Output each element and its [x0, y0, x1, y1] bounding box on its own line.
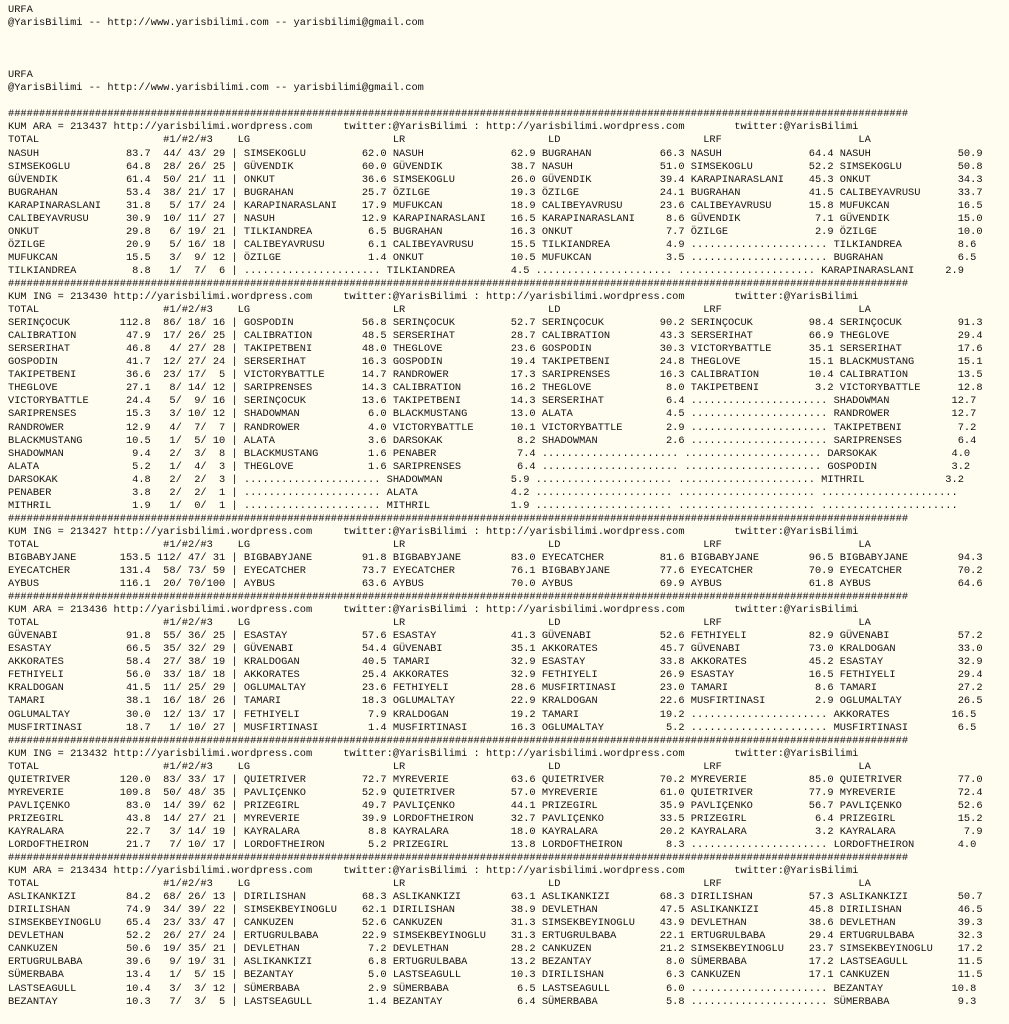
table-row: ALATA 5.2 1/ 4/ 3 | THEGLOVE 1.6 SARIPRENSES 6.4 ...................... ...................... GOSPODIN 3.2	[8, 460, 971, 473]
table-row: KAYRALARA 22.7 3/ 14/ 19 | KAYRALARA 8.8 KAYRALARA 18.0 KAYRALARA 20.2 KAYRALARA 3.2 KAYRALARA 7.9	[8, 825, 983, 838]
table-row: SARIPRENSES 15.3 3/ 10/ 12 | SHADOWMAN 6.0 BLACKMUSTANG 13.0 ALATA 4.5 ...................... RANDROWER 12.7	[8, 408, 977, 421]
table-row: CALIBRATION 47.9 17/ 26/ 25 | CALIBRATION 48.5 SERSERIHAT 28.7 CALIBRATION 43.3 SERSERIHAT 66.9 THEGLOVE 29.4	[8, 330, 983, 343]
table-row: GOSPODIN 41.7 12/ 27/ 24 | SERSERIHAT 16.3 GOSPODIN 19.4 TAKIPETBENI 24.8 THEGLOVE 15.1 BLACKMUSTANG 15.1	[8, 356, 983, 369]
table-header-row: TOTAL #1/#2/#3 LG LR LD LRF LA	[8, 134, 871, 147]
table-row: MITHRIL 1.9 1/ 0/ 1 | ...................... MITHRIL 1.9 ...................... ...................... ......................	[8, 499, 958, 512]
race-title: KUM ARA = 213436 http://yarisbilimi.wordpress.com twitter:@YarisBilimi : http://yarisbilimi.wordpress.com twitter:@YarisBilimi	[8, 604, 859, 617]
race-tables	[8, 108, 983, 1007]
table-row: GÜVENDIK 61.4 50/ 21/ 11 | ONKUT 36.6 SIMSEKOGLU 26.0 GÜVENDIK 39.4 KARAPINARASLANI 45.3 ONKUT 34.3	[8, 173, 983, 186]
table-row: TILKIANDREA 8.8 1/ 7/ 6 | ...................... TILKIANDREA 4.5 ...................... ...................... KARAPINARASLANI 2.9	[8, 264, 964, 277]
header-title-repeat: URFA	[8, 69, 33, 82]
table-row: TAMARI 38.1 16/ 18/ 26 | TAMARI 18.3 OGLUMALTAY 22.9 KRALDOGAN 22.6 MUSFIRTINASI 2.9 OGLUMALTAY 26.5	[8, 695, 983, 708]
table-row: VICTORYBATTLE 24.4 5/ 9/ 16 | SERINÇOCUK 13.6 TAKIPETBENI 14.3 SERSERIHAT 6.4 ...................... SHADOWMAN 12.7	[8, 395, 977, 408]
race-title: KUM ING = 213430 http://yarisbilimi.wordpress.com twitter:@YarisBilimi : http://yarisbilimi.wordpress.com twitter:@YarisBilimi	[8, 291, 859, 304]
table-row: FETHIYELI 56.0 33/ 18/ 18 | AKKORATES 25.4 AKKORATES 32.9 FETHIYELI 26.9 ESASTAY 16.5 FETHIYELI 29.4	[8, 669, 983, 682]
table-row: SÜMERBABA 13.4 1/ 5/ 15 | BEZANTAY 5.0 LASTSEAGULL 10.3 DIRILISHAN 6.3 CANKUZEN 17.1 CANKUZEN 11.5	[8, 969, 983, 982]
race-title: KUM ING = 213432 http://yarisbilimi.wordpress.com twitter:@YarisBilimi : http://yarisbilimi.wordpress.com twitter:@YarisBilimi	[8, 747, 859, 760]
table-row: PAVLIÇENKO 83.0 14/ 39/ 62 | PRIZEGIRL 49.7 PAVLIÇENKO 44.1 PRIZEGIRL 35.9 PAVLIÇENKO 56.7 PAVLIÇENKO 52.6	[8, 799, 983, 812]
table-row: MUFUKCAN 15.5 3/ 9/ 12 | ÖZILGE 1.4 ONKUT 10.5 MUFUKCAN 3.5 ...................... BUGRAHAN 6.5	[8, 251, 977, 264]
race-title: KUM ARA = 213437 http://yarisbilimi.wordpress.com twitter:@YarisBilimi : http://yarisbilimi.wordpress.com twitter:@YarisBilimi	[8, 121, 859, 134]
table-row: TAKIPETBENI 36.6 23/ 17/ 5 | VICTORYBATTLE 14.7 RANDROWER 17.3 SARIPRENSES 16.3 CALIBRATION 10.4 CALIBRATION 13.5	[8, 369, 983, 382]
header-contact: @YarisBilimi -- http://www.yarisbilimi.com -- yarisbilimi@gmail.com	[8, 17, 424, 30]
table-header-row: TOTAL #1/#2/#3 LG LR LD LRF LA	[8, 538, 871, 551]
table-row: LASTSEAGULL 10.4 3/ 3/ 12 | SÜMERBABA 2.9 SÜMERBABA 6.5 LASTSEAGULL 6.0 ...................... BEZANTAY 10.8	[8, 982, 977, 995]
separator-line: #################################################################################################################################################	[8, 512, 909, 525]
table-row: SERSERIHAT 46.8 4/ 27/ 28 | TAKIPETBENI 48.0 THEGLOVE 23.6 GOSPODIN 30.3 VICTORYBATTLE 35.1 SERSERIHAT 17.6	[8, 343, 983, 356]
table-row: DARSOKAK 4.8 2/ 2/ 3 | ...................... SHADOWMAN 5.9 ...................... ...................... MITHRIL 3.2	[8, 473, 964, 486]
table-header-row: TOTAL #1/#2/#3 LG LR LD LRF LA	[8, 878, 871, 891]
table-row: ESASTAY 66.5 35/ 32/ 29 | GÜVENABI 54.4 GÜVENABI 35.1 AKKORATES 45.7 GÜVENABI 73.0 KRALDOGAN 33.0	[8, 643, 983, 656]
table-row: DIRILISHAN 74.9 34/ 39/ 22 | SIMSEKBEYINOGLU 62.1 DIRILISHAN 38.9 DEVLETHAN 47.5 ASLIKANKIZI 45.8 DIRILISHAN 46.5	[8, 904, 983, 917]
table-row: GÜVENABI 91.8 55/ 36/ 25 | ESASTAY 57.6 ESASTAY 41.3 GÜVENABI 52.6 FETHIYELI 82.9 GÜVENABI 57.2	[8, 630, 983, 643]
table-row: CALIBEYAVRUSU 30.9 10/ 11/ 27 | NASUH 12.9 KARAPINARASLANI 16.5 KARAPINARASLANI 8.6 GÜVENDIK 7.1 GÜVENDIK 15.0	[8, 212, 983, 225]
table-row: SIMSEKBEYINOGLU 65.4 23/ 33/ 47 | CANKUZEN 52.6 CANKUZEN 31.3 SIMSEKBEYINOGLU 43.9 DEVLETHAN 38.6 DEVLETHAN 39.3	[8, 917, 983, 930]
table-row: MUSFIRTINASI 18.7 1/ 10/ 27 | MUSFIRTINASI 1.4 MUSFIRTINASI 16.3 OGLUMALTAY 5.2 ...................... MUSFIRTINASI 6.5	[8, 721, 977, 734]
table-row: SERINÇOCUK 112.8 86/ 18/ 16 | GOSPODIN 56.8 SERINÇOCUK 52.7 SERINÇOCUK 90.2 SERINÇOCUK 98.4 SERINÇOCUK 91.3	[8, 317, 983, 330]
table-row: LORDOFTHEIRON 21.7 7/ 10/ 17 | LORDOFTHEIRON 5.2 PRIZEGIRL 13.8 LORDOFTHEIRON 8.3 ...................... LORDOFTHEIRON 4.0	[8, 839, 977, 851]
table-row: OGLUMALTAY 30.0 12/ 13/ 17 | FETHIYELI 7.9 KRALDOGAN 19.2 TAMARI 19.2 ...................... AKKORATES 16.5	[8, 708, 977, 721]
separator-line: #################################################################################################################################################	[8, 734, 909, 747]
table-header-row: TOTAL #1/#2/#3 LG LR LD LRF LA	[8, 617, 871, 630]
table-row: MYREVERIE 109.8 50/ 48/ 35 | PAVLIÇENKO 52.9 QUIETRIVER 57.0 MYREVERIE 61.0 QUIETRIVER 77.9 MYREVERIE 72.4	[8, 786, 983, 799]
table-row: AKKORATES 58.4 27/ 38/ 19 | KRALDOGAN 40.5 TAMARI 32.9 ESASTAY 33.8 AKKORATES 45.2 ESASTAY 32.9	[8, 656, 983, 669]
table-header-row: TOTAL #1/#2/#3 LG LR LD LRF LA	[8, 760, 871, 773]
table-row: PRIZEGIRL 43.8 14/ 27/ 21 | MYREVERIE 39.9 LORDOFTHEIRON 32.7 PAVLIÇENKO 33.5 PRIZEGIRL 6.4 PRIZEGIRL 15.2	[8, 812, 983, 825]
table-row: CANKUZEN 50.6 19/ 35/ 21 | DEVLETHAN 7.2 DEVLETHAN 28.2 CANKUZEN 21.2 SIMSEKBEYINOGLU 23.7 SIMSEKBEYINOGLU 17.2	[8, 943, 983, 956]
table-row: RANDROWER 12.9 4/ 7/ 7 | RANDROWER 4.0 VICTORYBATTLE 10.1 VICTORYBATTLE 2.9 ...................... TAKIPETBENI 7.2	[8, 421, 977, 434]
header-title: URFA	[8, 4, 33, 16]
separator-line: #################################################################################################################################################	[8, 108, 909, 121]
race-title: KUM ING = 213427 http://yarisbilimi.wordpress.com twitter:@YarisBilimi : http://yarisbilimi.wordpress.com twitter:@YarisBilimi	[8, 525, 859, 538]
table-row: DEVLETHAN 52.2 26/ 27/ 24 | ERTUGRULBABA 22.9 SIMSEKBEYINOGLU 31.3 ERTUGRULBABA 22.1 ERTUGRULBABA 29.4 ERTUGRULBABA 32.3	[8, 930, 983, 943]
table-row: AYBUS 116.1 20/ 70/100 | AYBUS 63.6 AYBUS 70.0 AYBUS 69.9 AYBUS 61.8 AYBUS 64.6	[8, 578, 983, 591]
table-row: THEGLOVE 27.1 8/ 14/ 12 | SARIPRENSES 14.3 CALIBRATION 16.2 THEGLOVE 8.0 TAKIPETBENI 3.2 VICTORYBATTLE 12.8	[8, 382, 983, 395]
table-row: BUGRAHAN 53.4 38/ 21/ 17 | BUGRAHAN 25.7 ÖZILGE 19.3 ÖZILGE 24.1 BUGRAHAN 41.5 CALIBEYAVRUSU 33.7	[8, 186, 983, 199]
table-row: EYECATCHER 131.4 58/ 73/ 59 | EYECATCHER 73.7 EYECATCHER 76.1 BIGBABYJANE 77.6 EYECATCHER 70.9 EYECATCHER 70.2	[8, 565, 983, 578]
table-row: PENABER 3.8 2/ 2/ 1 | ...................... ALATA 4.2 ...................... ...................... ......................	[8, 486, 958, 499]
race-title: KUM ARA = 213434 http://yarisbilimi.wordpress.com twitter:@YarisBilimi : http://yarisbilimi.wordpress.com twitter:@YarisBilimi	[8, 865, 859, 878]
table-row: ASLIKANKIZI 84.2 68/ 26/ 13 | DIRILISHAN 68.3 ASLIKANKIZI 63.1 ASLIKANKIZI 68.3 DIRILISHAN 57.3 ASLIKANKIZI 50.7	[8, 891, 983, 904]
table-row: SHADOWMAN 9.4 2/ 3/ 8 | BLACKMUSTANG 1.6 PENABER 7.4 ...................... ...................... DARSOKAK 4.0	[8, 447, 971, 460]
table-row: BIGBABYJANE 153.5 112/ 47/ 31 | BIGBABYJANE 91.8 BIGBABYJANE 83.0 EYECATCHER 81.6 BIGBABYJANE 96.5 BIGBABYJANE 94.3	[8, 551, 983, 564]
table-header-row: TOTAL #1/#2/#3 LG LR LD LRF LA	[8, 304, 871, 317]
table-row: NASUH 83.7 44/ 43/ 29 | SIMSEKOGLU 62.0 NASUH 62.9 BUGRAHAN 66.3 NASUH 64.4 NASUH 50.9	[8, 147, 983, 160]
separator-line: #################################################################################################################################################	[8, 277, 909, 290]
table-row: KRALDOGAN 41.5 11/ 25/ 29 | OGLUMALTAY 23.6 FETHIYELI 28.6 MUSFIRTINASI 23.0 TAMARI 8.6 TAMARI 27.2	[8, 682, 983, 695]
separator-line: #################################################################################################################################################	[8, 852, 909, 865]
table-row: QUIETRIVER 120.0 83/ 33/ 17 | QUIETRIVER 72.7 MYREVERIE 63.6 QUIETRIVER 70.2 MYREVERIE 85.0 QUIETRIVER 77.0	[8, 773, 983, 786]
table-row: SIMSEKOGLU 64.8 28/ 26/ 25 | GÜVENDIK 60.0 GÜVENDIK 38.7 NASUH 51.0 SIMSEKOGLU 52.2 SIMSEKOGLU 50.8	[8, 160, 983, 173]
table-row: KARAPINARASLANI 31.8 5/ 17/ 24 | KARAPINARASLANI 17.9 MUFUKCAN 18.9 CALIBEYAVRUSU 23.6 CALIBEYAVRUSU 15.8 MUFUKCAN 16.5	[8, 199, 983, 212]
header-contact-repeat: @YarisBilimi -- http://www.yarisbilimi.com -- yarisbilimi@gmail.com	[8, 82, 424, 95]
separator-line: #################################################################################################################################################	[8, 591, 909, 604]
table-row: ONKUT 29.8 6/ 19/ 21 | TILKIANDREA 6.5 BUGRAHAN 16.3 ONKUT 7.7 ÖZILGE 2.9 ÖZILGE 10.0	[8, 225, 983, 238]
table-row: BEZANTAY 10.3 7/ 3/ 5 | LASTSEAGULL 1.4 BEZANTAY 6.4 SÜMERBABA 5.8 ...................... SÜMERBABA 9.3	[8, 995, 977, 1008]
table-row: ÖZILGE 20.9 5/ 16/ 18 | CALIBEYAVRUSU 6.1 CALIBEYAVRUSU 15.5 TILKIANDREA 4.9 ...................... TILKIANDREA 8.6	[8, 238, 977, 251]
table-row: BLACKMUSTANG 10.5 1/ 5/ 10 | ALATA 3.6 DARSOKAK 8.2 SHADOWMAN 2.6 ...................... SARIPRENSES 6.4	[8, 434, 977, 447]
table-row: ERTUGRULBABA 39.6 9/ 19/ 31 | ASLIKANKIZI 6.8 ERTUGRULBABA 13.2 BEZANTAY 8.0 SÜMERBABA 17.2 LASTSEAGULL 11.5	[8, 956, 983, 969]
